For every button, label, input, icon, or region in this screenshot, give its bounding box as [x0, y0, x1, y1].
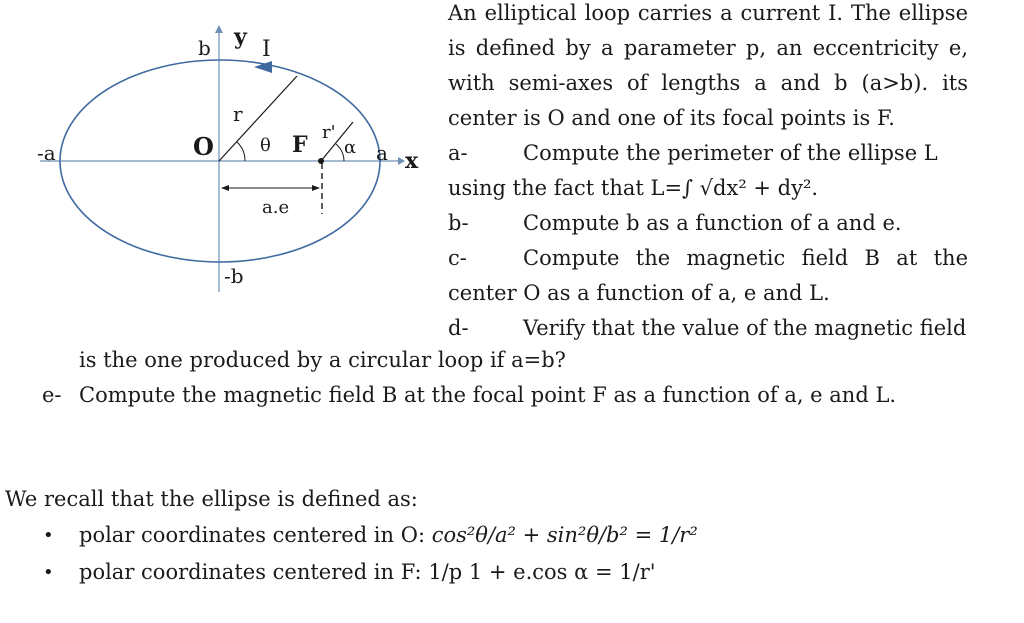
- recall-item-focus: [79, 555, 656, 590]
- question-d-label: d-: [448, 316, 469, 340]
- question-b-text: Compute b as a function of a and e.: [523, 211, 902, 235]
- question-e-label: e-: [42, 383, 62, 407]
- origin-label: O: [193, 132, 214, 161]
- question-e-text: Compute the magnetic field B at the focal point F as a function of a, e and L.: [79, 383, 897, 407]
- question-c-label: c-: [448, 246, 467, 270]
- current-label: I: [262, 37, 271, 62]
- problem-statement: [448, 0, 968, 346]
- radius-f-label: r': [322, 122, 336, 143]
- theta-label: θ: [260, 135, 271, 156]
- recall-item-center: [79, 518, 698, 553]
- axis-x-label: x: [405, 148, 419, 174]
- recall-item-focus-label: polar coordinates centered in F:: [79, 560, 429, 584]
- recall-item-center-formula: cos²θ/a² + sin²θ/b² = 1/r²: [431, 523, 698, 547]
- question-b: [448, 206, 968, 241]
- question-d-text: Verify that the value of the magnetic field: [523, 316, 967, 340]
- top-label: b: [198, 36, 211, 60]
- bottom-label: -b: [224, 264, 244, 288]
- theta-arc: [237, 142, 245, 161]
- question-b-label: b-: [448, 211, 469, 235]
- distance-arrow-right-icon: [312, 185, 320, 191]
- y-axis-arrow: [215, 25, 223, 33]
- intro-line: center is O and one of its focal points is F.: [448, 106, 895, 130]
- focus-point: [318, 158, 324, 164]
- ellipse-diagram: [0, 0, 440, 300]
- question-d: [448, 311, 968, 346]
- intro-line: with semi-axes of lengths a and b (a>b). its: [448, 71, 968, 95]
- question-a: [448, 136, 968, 171]
- question-c-text: Compute the magnetic field B at the: [523, 246, 968, 270]
- distance-arrow-left-icon: [221, 185, 229, 191]
- question-a-text: Compute the perimeter of the ellipse L: [523, 141, 938, 165]
- question-a-label: a-: [448, 141, 468, 165]
- bullet-icon: •: [43, 525, 54, 546]
- right-label: a: [376, 141, 388, 165]
- left-label: -a: [37, 141, 56, 165]
- bullet-icon: •: [43, 562, 54, 583]
- recall-item-center-label: polar coordinates centered in O:: [79, 523, 432, 547]
- axis-y-label: y: [234, 24, 247, 50]
- recall-heading: We recall that the ellipse is defined as:: [5, 487, 418, 511]
- radius-label: r: [233, 102, 243, 126]
- radius-line: [219, 76, 297, 161]
- question-a-formula: using the fact that L=∫ √dx² + dy².: [448, 176, 819, 200]
- question-c-text-cont: center O as a function of a, e and L.: [448, 281, 830, 305]
- x-axis-arrow: [398, 157, 405, 165]
- intro-line: An elliptical loop carries a current I. The ellipse: [448, 1, 968, 25]
- question-c: [448, 241, 968, 276]
- alpha-arc: [336, 144, 344, 161]
- recall-item-focus-formula: 1/p 1 + e.cos α = 1/r': [428, 560, 656, 584]
- question-d-text-cont: is the one produced by a circular loop if a=b?: [79, 348, 566, 372]
- alpha-label: α: [344, 137, 357, 158]
- distance-label: a.e: [262, 197, 290, 218]
- focus-label: F: [292, 132, 308, 158]
- question-e: [42, 378, 896, 413]
- intro-line: is defined by a parameter p, an eccentricity e,: [448, 36, 968, 60]
